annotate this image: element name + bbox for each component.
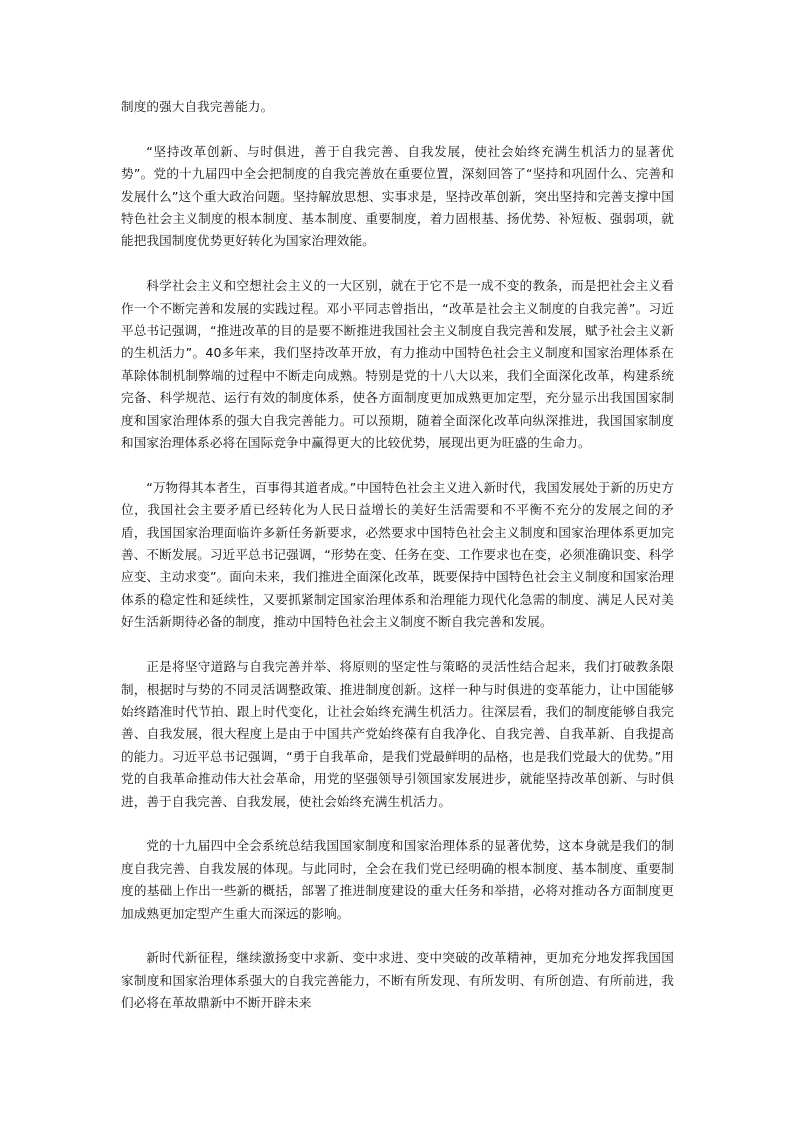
paragraph: “坚持改革创新、与时俱进，善于自我完善、自我发展，使社会始终充满生机活力的显著优势”。党的十九届四中全会把制度的自我完善放在重要位置，深刻回答了“坚持和巩固什么、完善和发展什么”这个重大政治问题。坚持解放思想、实事求是，坚持改革创新，突出坚持和完善支撑中国特色社会主义制度的根本制度、基本制度、重要制度，着力固根基、扬优势、补短板、强弱项，就能把我国制度优势更好转化为国家治理效能。 (121, 143, 674, 249)
paragraph: 正是将坚守道路与自我完善并举、将原则的坚定性与策略的灵活性结合起来，我们打破教条限制，根据时与势的不同灵活调整政策、推进制度创新。这样一种与时俱进的变革能力，让中国能够始终踏准时代节拍、跟上时代变化，让社会始终充满生机活力。往深层看，我们的制度能够自我完善、自我发展，很大程度上是由于中国共产党始终葆有自我净化、自我完善、自我革新、自我提高的能力。习近平总书记强调，“勇于自我革命，是我们党最鲜明的品格，也是我们党最大的优势。”用党的自我革命推动伟大社会革命，用党的坚强领导引领国家发展进步，就能坚持改革创新、与时俱进，善于自我完善、自我发展，使社会始终充满生机活力。 (121, 659, 674, 809)
paragraph: 党的十九届四中全会系统总结我国国家制度和国家治理体系的显著优势，这本身就是我们的制度自我完善、自我发展的体现。与此同时，全会在我们党已经明确的根本制度、基本制度、重要制度的基础上作出一些新的概括，部署了推进制度建设的重大任务和举措，必将对推动各方面制度更加成熟更加定型产生重大而深远的影响。 (121, 838, 674, 921)
paragraph: 新时代新征程，继续激扬变中求新、变中求进、变中突破的改革精神，更加充分地发挥我国国家制度和国家治理体系强大的自我完善能力，不断有所发现、有所发明、有所创造、有所前进，我们必将在革故鼎新中不断开辟未来 (121, 950, 674, 1011)
paragraph-continuation: 制度的强大自我完善能力。 (121, 99, 274, 114)
paragraph: “万物得其本者生，百事得其道者成。”中国特色社会主义进入新时代，我国发展处于新的历史方位，我国社会主要矛盾已经转化为人民日益增长的美好生活需要和不平衡不充分的发展之间的矛盾，我国国家治理面临许多新任务新要求，必然要求中国特色社会主义制度和国家治理体系更加完善、不断发展。习近平总书记强调，“形势在变、任务在变、工作要求也在变，必须准确识变、科学应变、主动求变”。面向未来，我们推进全面深化改革，既要保持中国特色社会主义制度和国家治理体系的稳定性和延续性，又要抓紧制定国家治理体系和治理能力现代化急需的制度、满足人民对美好生活新期待必备的制度，推动中国特色社会主义制度不断自我完善和发展。 (121, 479, 674, 630)
paragraph: 科学社会主义和空想社会主义的一大区别，就在于它不是一成不变的教条，而是把社会主义看作一个不断完善和发展的实践过程。邓小平同志曾指出，“改革是社会主义制度的自我完善”。习近平总书记强调，“推进改革的目的是要不断推进我国社会主义制度自我完善和发展，赋予社会主义新的生机活力”。40多年来，我们坚持改革开放，有力推动中国特色社会主义制度和国家治理体系在革除体制机制弊端的过程中不断走向成熟。特别是党的十八大以来，我们全面深化改革，构建系统完备、科学规范、运行有效的制度体系，使各方面制度更加成熟更加定型，充分显示出我国国家制度和国家治理体系的强大自我完善能力。可以预期，随着全面深化改革向纵深推进，我国国家制度和国家治理体系必将在国际竞争中赢得更大的比较优势，展现出更为旺盛的生命力。 (121, 278, 674, 451)
document-body (121, 96, 674, 1015)
